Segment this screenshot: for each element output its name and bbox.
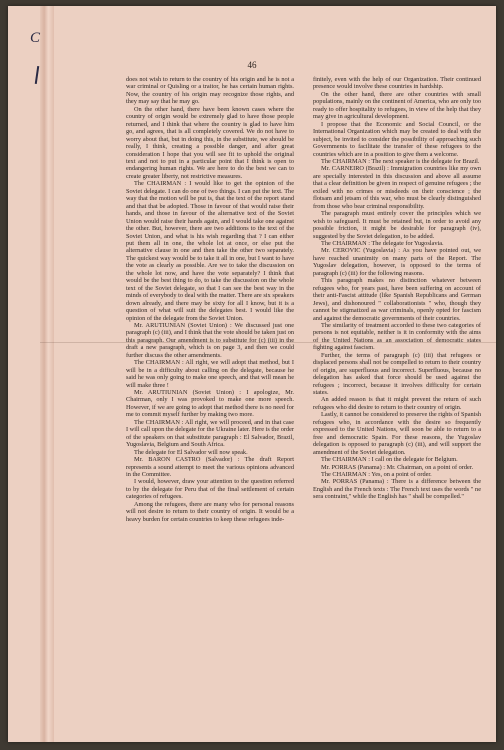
paragraph: The CHAIRMAN : The delegate for Yugoslavia.: [321, 239, 444, 247]
paragraph: Mr. PORRAS (Panama) : There is a difference between the English and the French texts : The French text uses the words " ne sera contraint," while the English has " shall be compelled.": [313, 478, 481, 501]
paragraph: Mr. CARNEIRO (Brazil) : Immigration countries like my own are specially interested in this discussion and above all assume that a clear definition be given in respect of genuine refugees ; the exiled with no crimes or misdeeds on their conscience ; the flotsam and jetsam of this war, who must be clearly distinguished from those who bear criminal responsibility.: [313, 165, 481, 210]
paragraph: On the other hand, there are other countries with small populations, mainly on the continent of America, who are only too ready to offer hospitality to refugees, in view of the help that they may give in agricultural development.: [313, 90, 481, 121]
paragraph: Mr. BARON CASTRO (Salvador) : The draft Report represents a sound attempt to meet the various opinions advanced in the Committee.: [126, 456, 294, 479]
paragraph: Among the refugees, there are many who for personal reasons will not desire to return to their country of origin. It would be a heavy burden for certain countries to keep these refugees inde-: [126, 500, 294, 523]
paragraph: Mr. ARUTIUNIAN (Soviet Union) : We discussed just one paragraph (c) (iii), and I think that the vote should be taken just on this paragraph. Our amendment is to substitute for (c) (iii) in the draft a new paragraph, which is on page 3, and then we could further discuss the other amendments.: [126, 321, 294, 359]
paragraph: The CHAIRMAN : Yes, on a point of order.: [321, 471, 432, 479]
paragraph: Lastly, it cannot be considered to preserve the rights of Spanish refugees who, in accordance with the desire so frequently expressed to the United Nations, will soon be able to return to a free and democratic Spain. For these reasons, the Yugoslav delegation is opposed to paragraph (c) (iii), and will support the amendment of the Soviet delegation.: [313, 411, 481, 456]
paragraph: The delegate for El Salvador will now speak.: [134, 448, 248, 456]
left-text-column: [126, 76, 294, 523]
page-number: 46: [247, 60, 257, 70]
paragraph: does not wish to return to the country of his origin and he is not a war criminal or Quisling or a traitor, he has certain human rights. Now, the country of his origin may recognize those rights, and they may say that he may go.: [126, 76, 294, 106]
paragraph: The CHAIRMAN : I would like to get the opinion of the Soviet delegate. I can do one of two things. I can put the text. The way that the motion will be put is, that the text of the report stand and that that be adopted. Those in favour of that would raise their hands, and those in favour of the alternative text of the Soviet Union would raise their hands again, and I would take one against the other. But, however, there are two additions to the text of the Soviet Union, and what is his wish regarding that ? I can either put them all in one, the whole lot at once, or else put the alternative clause in one and then take the other two separately. The quickest way would be to take it all in one, but I want to have the vote as clearly as possible. Are we to take the discussion on the whole lot now, and have the vote separately? I think that would be the best thing to do, to take the discussion on the whole text of the Soviet delegate, so that I can see the best way in the minds of everybody to deal with the matter. There are six speakers down already, and there may be sixty for all I know, but it is a question of what will suit the delegates best. I would like the opinion of the delegate from the Soviet Union.: [126, 180, 294, 322]
paragraph: finitely, even with the help of our Organization. Their continued presence would involve these countries in hardship.: [313, 76, 481, 91]
margin-annotation: C: [30, 30, 41, 46]
paragraph: I would, however, draw your attention to the question referred to by the delegate for Peru that of the final settlement of certain categories of refugees.: [126, 478, 294, 501]
paragraph: Mr. CEROVIC (Yugoslavia) : As you have pointed out, we have reached unanimity on many parts of the Report. The Yugoslav delegation, however, is opposed to the terms of paragraph (c) (iii) for the following reasons.: [313, 247, 481, 277]
paragraph: The similarity of treatment accorded to these two categories of persons is not equitable, neither is it in conformity with the aims of the United Nations as an association of democratic states fighting against fascism.: [313, 321, 481, 352]
paragraph: The CHAIRMAN : All right, we will proceed, and in that case I will call upon the delegate for the Ukraine later. Here is the order of the speakers on that substitute paragraph : El Salvador, Brazil, Yugoslavia, Belgium and South Africa.: [126, 418, 294, 449]
paragraph: Mr. ARUTIUNIAN (Soviet Union) : I apologize, Mr. Chairman, only I was provoked to make one more speech. However, if we are going to adopt that method there is no need for me to commit myself further by making two more.: [126, 389, 294, 419]
paragraph: The paragraph must entirely cover the principles which we wish to safeguard. It must be retained but, in order to avoid any possible friction, it might be desirable for paragraph (iv), suggested by the Soviet delegation, to be added.: [313, 210, 481, 240]
paragraph: Further, the terms of paragraph (c) (iii) that refugees or displaced persons shall not be compelled to return to their country of origin, are superfluous and incorrect. Superfluous, because no delegation has asked that force should be used against the refugees ; incorrect, because it involves difficulty for certain states.: [313, 351, 481, 397]
paragraph: I propose that the Economic and Social Council, or the International Organization which may be created to deal with the subject, be invited to consider the possibility of approaching such Governments to facilitate the transfer of these refugees to the countries which are in a position to give them a welcome.: [313, 120, 481, 158]
paragraph: This paragraph makes no distinction whatever between refugees who, for years past, have been suffering on account of their anti-Fascist attitude (like Spanish Republicans and German Jews), and dishonoured " collaborationists " who, though they cannot be stigmatized as war criminals, openly opted for fascism and against the democratic governments of their countries.: [313, 277, 481, 322]
paragraph: Mr. PORRAS (Panama) : Mr. Chairman, on a point of order.: [321, 463, 474, 471]
paragraph: On the other hand, there have been known cases where the country of origin would be extremely glad to have those people returned, and I think that where the country is glad to have him go, and agrees, that is all completely covered. We do not have to worry about that, but in doing this, in the substitute, we should be really, I think, creating a possible danger, and after great consideration I hope that you will see fit to uphold the original text and not to put in a particular point that I think is open to endangering human rights. We are here to do the best we can to create greater liberty, not restrictive measures.: [126, 105, 294, 180]
paragraph: The CHAIRMAN : All right, we will adopt that method, but I will be in a difficulty about calling on the delegate, because he said he was only going to make one speech, and that will mean he will make three !: [126, 359, 294, 389]
paragraph: The CHAIRMAN : I call on the delegate for Belgium.: [321, 456, 458, 464]
paragraph: The CHAIRMAN : The next speaker is the delegate for Brazil.: [321, 157, 480, 165]
page-binding-edge: [40, 6, 54, 742]
right-text-column: [313, 76, 481, 501]
paragraph: An added reason is that it might prevent the return of such refugees who did desire to return to their country of origin.: [313, 396, 481, 411]
